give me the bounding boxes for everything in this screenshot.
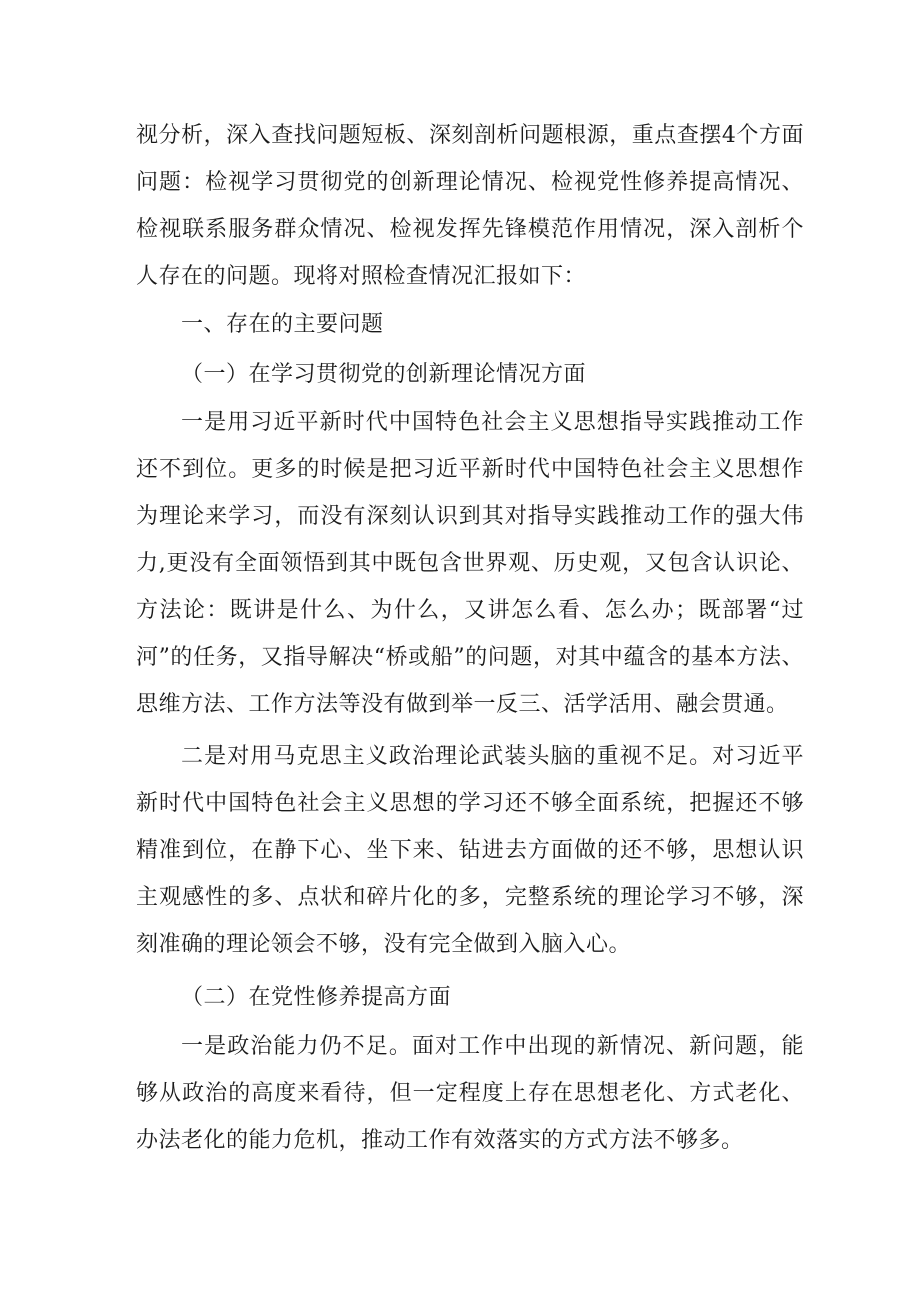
paragraph-theory-point-2: 二是对用马克思主义政治理论武装头脑的重视不足。对习近平新时代中国特色社会主义思想的学习还不够全面系统，把握还不够精准到位，在静下心、坐下来、钻进去方面做的还不够，思想认识主观感性的多、点状和碎片化的多，完整系统的理论学习不够，深刻准确的理论领会不够，没有完全做到入脑入心。 <box>136 744 804 957</box>
intro-paragraph: 视分析，深入查找问题短板、深刻剖析问题根源，重点查摆4个方面问题：检视学习贯彻党的创新理论情况、检视党性修养提高情况、检视联系服务群众情况、检视发挥先锋模范作用情况，深入剖析个人存在的问题。现将对照检查情况汇报如下： <box>136 123 804 289</box>
subsection-heading-theory: （一）在学习贯彻党的创新理论情况方面 <box>181 362 587 387</box>
paragraph-party-spirit-point-1: 一是政治能力仍不足。面对工作中出现的新情况、新问题，能够从政治的高度来看待，但一定程度上存在思想老化、方式老化、办法老化的能力危机，推动工作有效落实的方式方法不够多。 <box>136 1034 804 1153</box>
paragraph-theory-point-1: 一是用习近平新时代中国特色社会主义思想指导实践推动工作还不到位。更多的时候是把习近平新时代中国特色社会主义思想作为理论来学习，而没有深刻认识到其对指导实践推动工作的强大伟力,更没有全面领悟到其中既包含世界观、历史观，又包含认识论、方法论：既讲是什么、为什么，又讲怎么看、怎么办；既部署“过河”的任务，又指导解决“桥或船”的问题，对其中蕴含的基本方法、思维方法、工作方法等没有做到举一反三、活学活用、融会贯通。 <box>136 410 804 717</box>
section-heading-main-problems: 一、存在的主要问题 <box>181 312 384 337</box>
subsection-heading-party-spirit: （二）在党性修养提高方面 <box>181 985 452 1010</box>
